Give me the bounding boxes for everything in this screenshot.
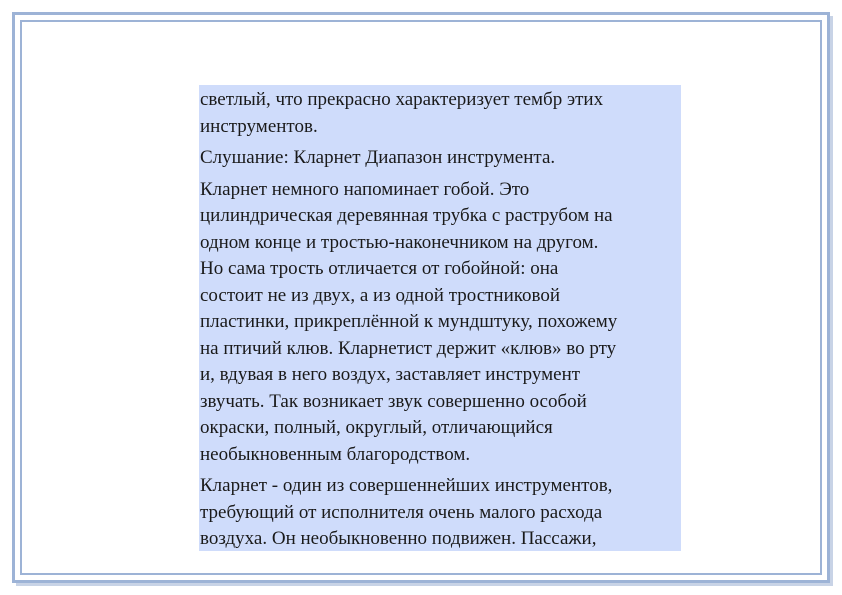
- paragraph: светлый, что прекрасно характеризует тембр этих инструментов.: [200, 89, 604, 137]
- text-box: [199, 85, 681, 551]
- frame-shadow: [16, 583, 833, 586]
- paragraph: Кларнет немного напоминает гобой. Это цилиндрическая деревянная трубка с раструбом на одном конце и тростью-наконечником на другом. Но сама трость отличается от гобойной: она состоит не из двух, а из одной тростниковой пластинки, прикреплённой к мундштуку, похожему на птичий клюв. Кларнетист держит «клюв» во рту и, вдувая в него воздух, заставляет инструмент звучать. Так возникает звук совершенно особой окраски, полный, округлый, отличающийся необыкновенным благородством.: [200, 178, 618, 465]
- frame-shadow: [830, 16, 833, 586]
- paragraph-listening: Слушание: Кларнет Диапазон инструмента.: [200, 147, 556, 168]
- paragraph: Кларнет - один из совершеннейших инструментов, требующий от исполнителя очень малого расхода воздуха. Он необыкновенно подвижен. Пассажи,: [200, 475, 613, 549]
